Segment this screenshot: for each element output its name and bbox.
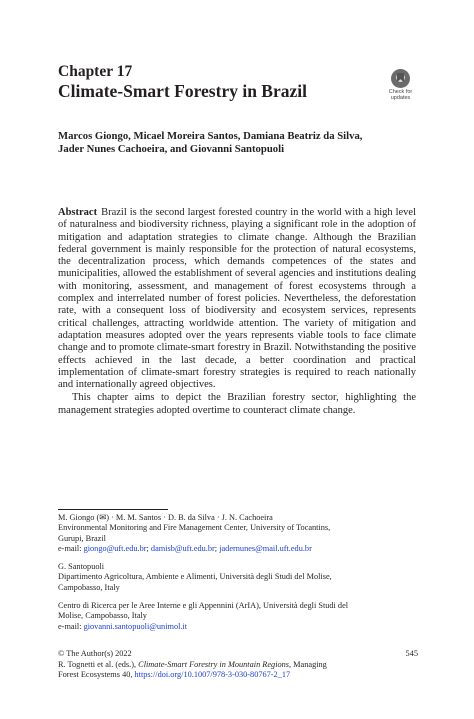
email-separator: ; (146, 544, 151, 554)
check-for-updates-badge[interactable] (384, 69, 417, 101)
citation-prefix: R. Tognetti et al. (eds.), (58, 659, 139, 669)
citation-mid: , Managing (289, 659, 327, 669)
chapter-title: Climate-Smart Forestry in Brazil (58, 81, 307, 101)
abstract-paragraph-1 (58, 207, 416, 391)
affiliation-2 (58, 562, 418, 593)
badge-label-line1: Check for (388, 89, 413, 95)
email-link-santopuoli[interactable]: giovanni.santopuoli@unimol.it (83, 621, 188, 631)
author-list (58, 130, 438, 156)
email-link-giongo[interactable]: giongo@uft.edu.br (83, 544, 147, 554)
abstract-text: Brazil is the second largest forested country in the world with a high level of naturalness and biodiversity richness, playing a significant role in the adoption of mitigation and adaptation strategies to climate change. Although the Brazilian federal government is mainly responsible for the protection of natural ecosystems, the decentralization process, which demands competences of the states and municipalities, allowed the establishment of several agencies and institutions dealing with monitoring, assessment, and management of forest ecosystems through a complex and interrelated number of forest policies. Nevertheless, the deforestation rate, with a consequent loss of biodiversity and ecosystem services, represents critical challenges, attracting worldwide attention. The variety of mitigation and adaptation measures adopted over the years represents viable tools to face climate change and to promote climate-smart forestry in Brazil. Notwithstanding the positive effects achieved in the last decade, a better coordination and practical implementation of climate-smart forestry strategies is required to reach nationally and internationally agreed objectives. (58, 207, 416, 391)
email-separator: ; (214, 544, 220, 554)
citation-footer (58, 649, 418, 681)
abstract-label: Abstract (58, 207, 98, 218)
affiliation-1-emails (58, 544, 418, 554)
series-line (58, 670, 418, 681)
footnote-rule (58, 509, 168, 510)
affiliation-2-place: Campobasso, Italy (58, 582, 120, 592)
copyright: © The Author(s) 2022 (58, 649, 132, 658)
affiliation-3 (58, 601, 418, 632)
author-line-1: Marcos Giongo, Micael Moreira Santos, Damiana Beatriz da Silva, (58, 130, 363, 142)
affiliation-3-email (58, 622, 418, 632)
affiliation-3-institution: Centro di Ricerca per le Aree Interne e gli Appennini (ArIA), Università degli Studi del (58, 601, 349, 610)
email-label: e-mail: (58, 621, 84, 631)
badge-label-line2: updates (390, 95, 411, 101)
citation-line (58, 660, 418, 671)
book-title: Climate-Smart Forestry in Mountain Regions (138, 659, 290, 669)
affiliation-1-institution: Environmental Monitoring and Fire Management Center, University of Tocantins, (58, 523, 331, 533)
affiliation-1 (58, 513, 418, 555)
affiliation-1-place: Gurupi, Brazil (58, 533, 106, 543)
author-line-2: Jader Nunes Cachoeira, and Giovanni Santopuoli (58, 143, 285, 155)
abstract-paragraph-2: This chapter aims to depict the Brazilian forestry sector, highlighting the management strategies adopted overtime to counteract climate change. (58, 392, 416, 416)
badge-label (384, 89, 417, 101)
abstract (58, 207, 416, 417)
doi-link[interactable]: https://doi.org/10.1007/978-3-030-80767-2_17 (134, 670, 291, 680)
page-number: 545 (405, 649, 418, 658)
affiliation-3-place: Molise, Campobasso, Italy (58, 611, 147, 621)
affiliation-2-name: G. Santopuoli (58, 562, 105, 571)
chapter-label: Chapter 17 (58, 63, 133, 80)
affiliation-2-institution: Dipartimento Agricoltura, Ambiente e Alimenti, Università degli Studi del Molise, (58, 572, 332, 582)
email-label: e-mail: (58, 544, 84, 554)
affiliation-1-names: M. Giongo (✉) · M. M. Santos · D. B. da Silva · J. N. Cachoeira (58, 513, 273, 522)
email-link-damisb[interactable]: damisb@uft.edu.br (150, 544, 215, 554)
email-link-jadernunes[interactable]: jadernunes@mail.uft.edu.br (219, 544, 312, 554)
series: Forest Ecosystems 40, (58, 670, 135, 680)
